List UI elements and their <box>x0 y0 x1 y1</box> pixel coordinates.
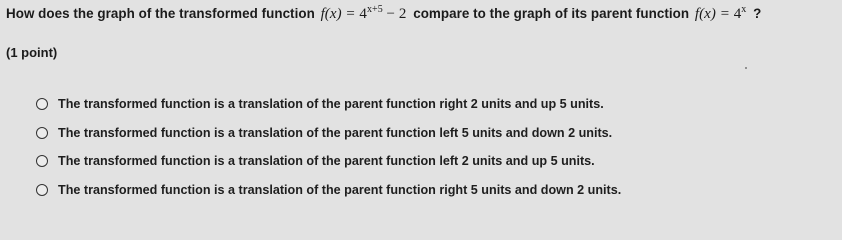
answer-option-4[interactable] <box>36 176 621 205</box>
answer-options <box>36 90 621 204</box>
transformed-function-base: 4 <box>359 6 367 22</box>
transformed-function-formula <box>321 6 407 22</box>
answer-option-label: The transformed function is a translation of the parent function left 5 units and down 2 units. <box>58 125 613 140</box>
question-suffix: ? <box>753 6 762 21</box>
parent-function-formula <box>695 6 746 22</box>
radio-button[interactable] <box>36 98 48 110</box>
question-prefix: How does the graph of the transformed function <box>6 6 315 21</box>
scan-speck <box>745 67 747 69</box>
answer-option-1[interactable] <box>36 90 621 119</box>
radio-button[interactable] <box>36 155 48 167</box>
question-text <box>6 6 761 23</box>
answer-option-label: The transformed function is a translation of the parent function left 2 units and up 5 units. <box>58 154 595 169</box>
transformed-function-exponent: x+5 <box>366 4 383 15</box>
answer-option-3[interactable] <box>36 147 621 176</box>
parent-function-lhs: f(x) = <box>694 6 734 22</box>
points-label: (1 point) <box>6 45 58 60</box>
radio-button[interactable] <box>36 127 48 139</box>
question-middle: compare to the graph of its parent function <box>413 6 690 21</box>
answer-option-label: The transformed function is a translation of the parent function right 5 units and down 2 units. <box>58 182 622 197</box>
transformed-function-lhs: f(x) = <box>320 6 360 22</box>
answer-option-2[interactable] <box>36 119 621 148</box>
parent-function-exponent: x <box>741 4 747 15</box>
radio-button[interactable] <box>36 184 48 196</box>
parent-function-base: 4 <box>733 6 742 22</box>
transformed-function-rest: − 2 <box>382 6 407 22</box>
answer-option-label: The transformed function is a translation of the parent function right 2 units and up 5 units. <box>58 97 604 112</box>
